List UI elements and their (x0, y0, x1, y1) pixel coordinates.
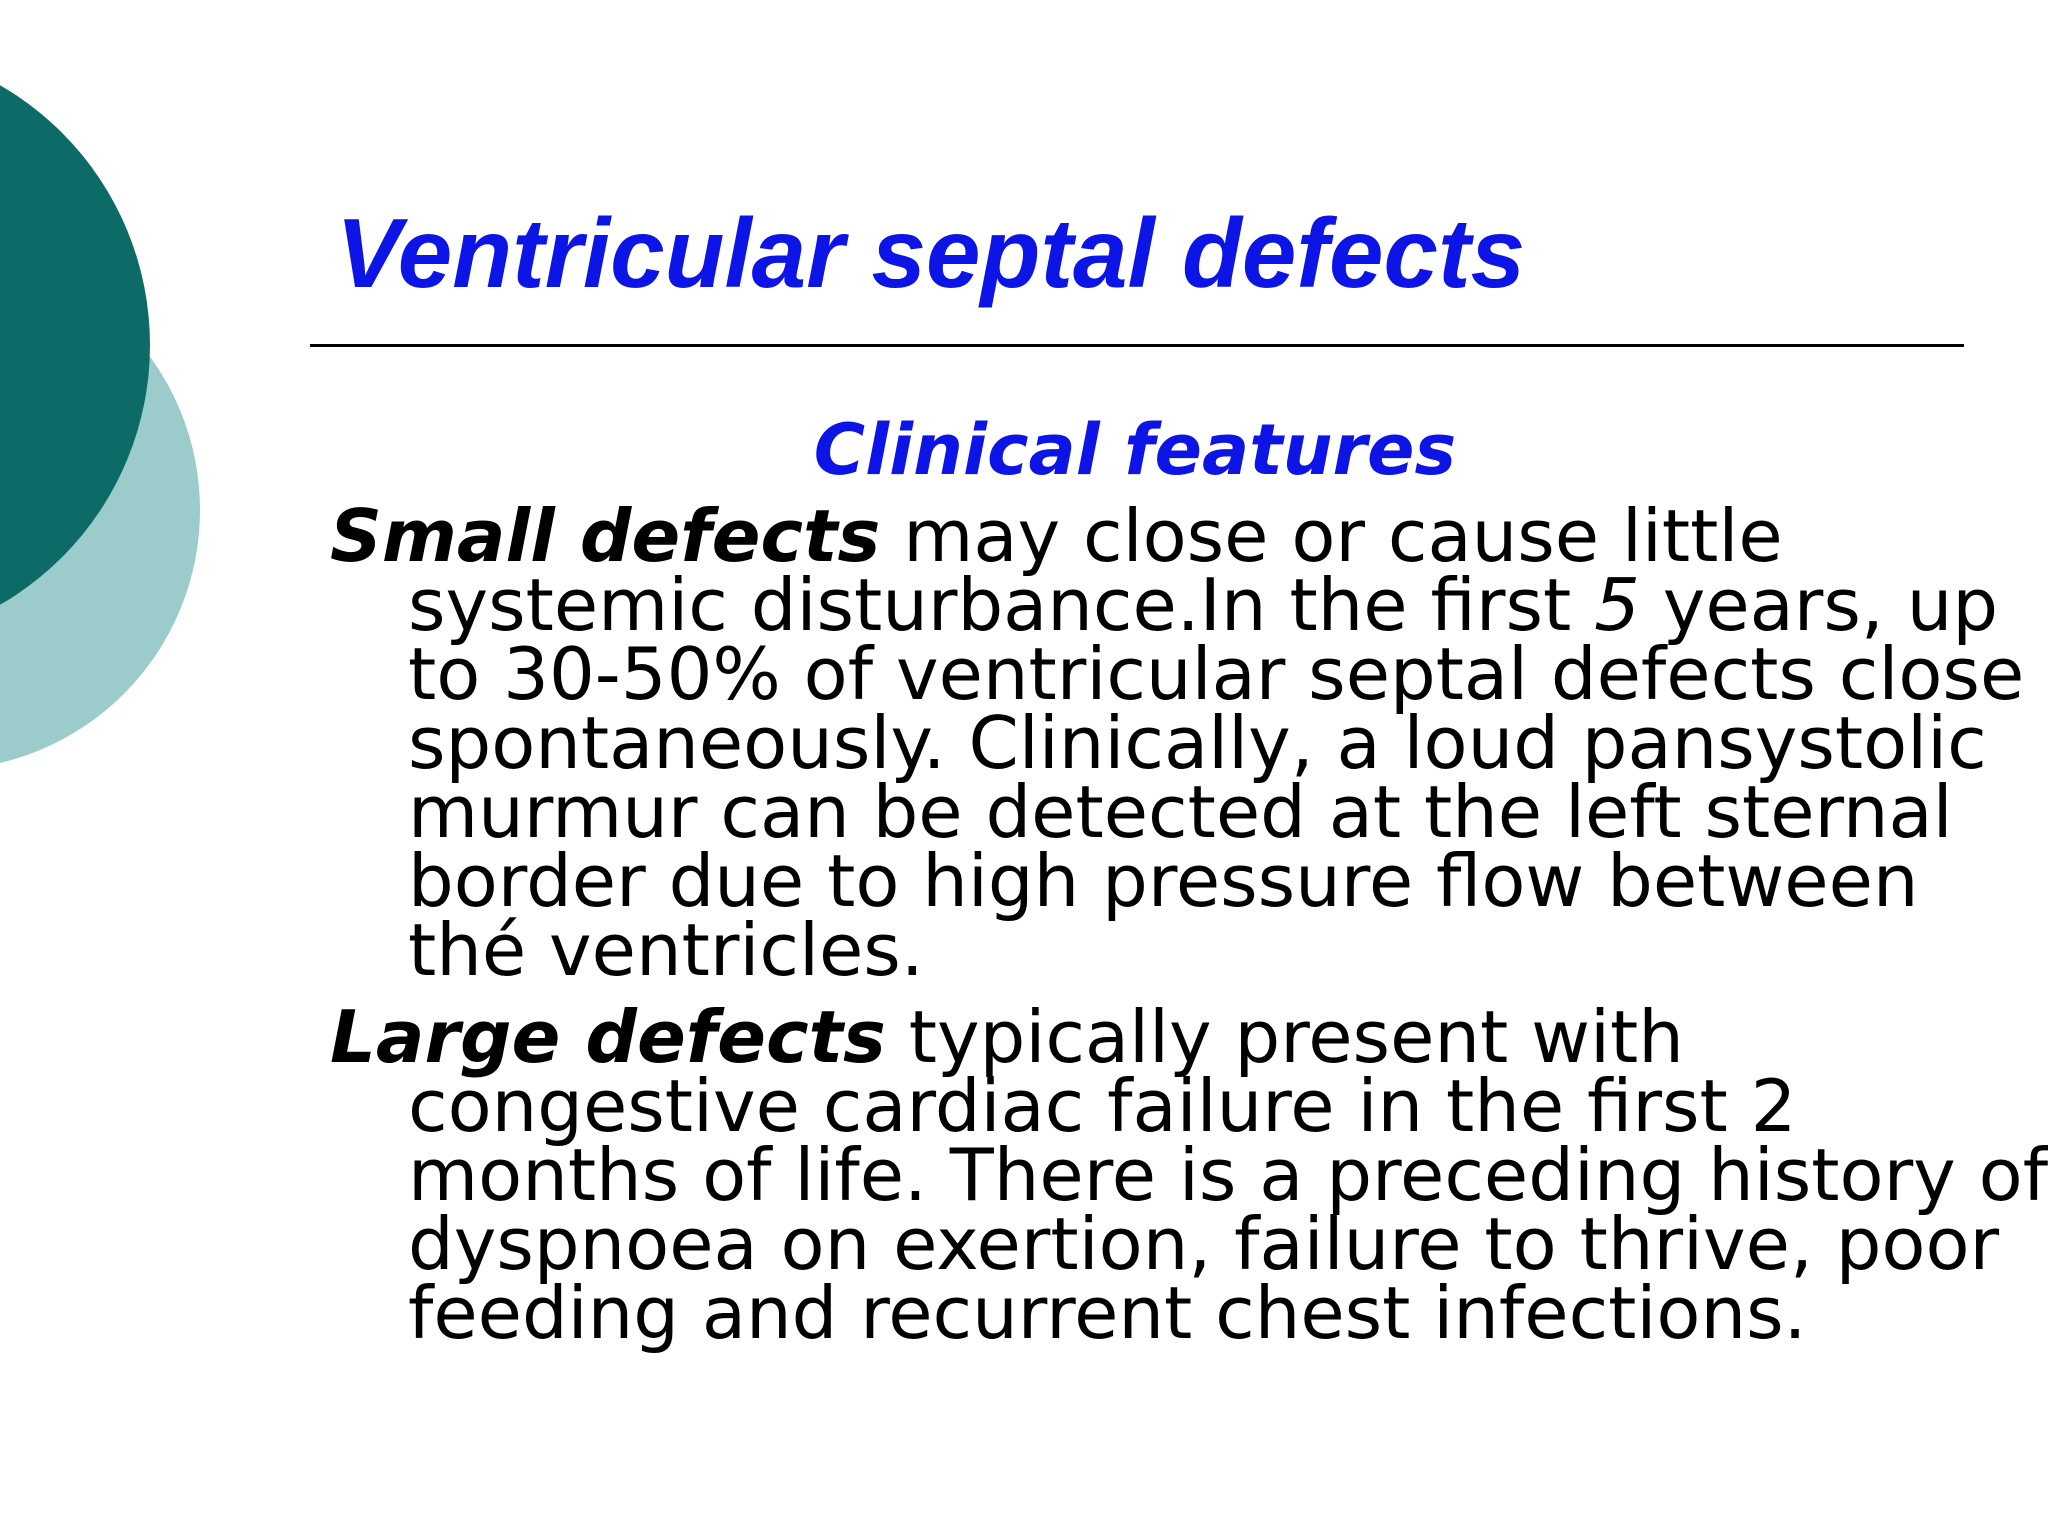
large-defects-text: typically present with congestive cardiac failure in the first 2 months of life. There is a preceding history of dyspnoea on exertion, failure to thrive, poor feeding and recurrent chest infections. (408, 995, 2048, 1355)
small-defects-text-a: may close or cause little systemic disturbance.In the first (408, 494, 1783, 647)
title-divider (310, 344, 1964, 347)
small-defects-emphasis: 5 (1594, 563, 1640, 647)
small-defects-paragraph (330, 494, 2048, 992)
small-defects-lead: Small defects (330, 494, 881, 578)
large-defects-paragraph (330, 995, 2048, 1355)
slide-title: Ventricular septal defects (336, 198, 1526, 308)
slide-subtitle: Clinical features (813, 409, 1457, 491)
large-defects-lead: Large defects (330, 995, 886, 1079)
small-defects-text-b: years, up to 30-50% of ventricular septal defects close spontaneously. Clinically, a loud pansystolic murmur can be detected at the left sternal border due to high pressure flow between thé ventricles. (408, 563, 2025, 992)
